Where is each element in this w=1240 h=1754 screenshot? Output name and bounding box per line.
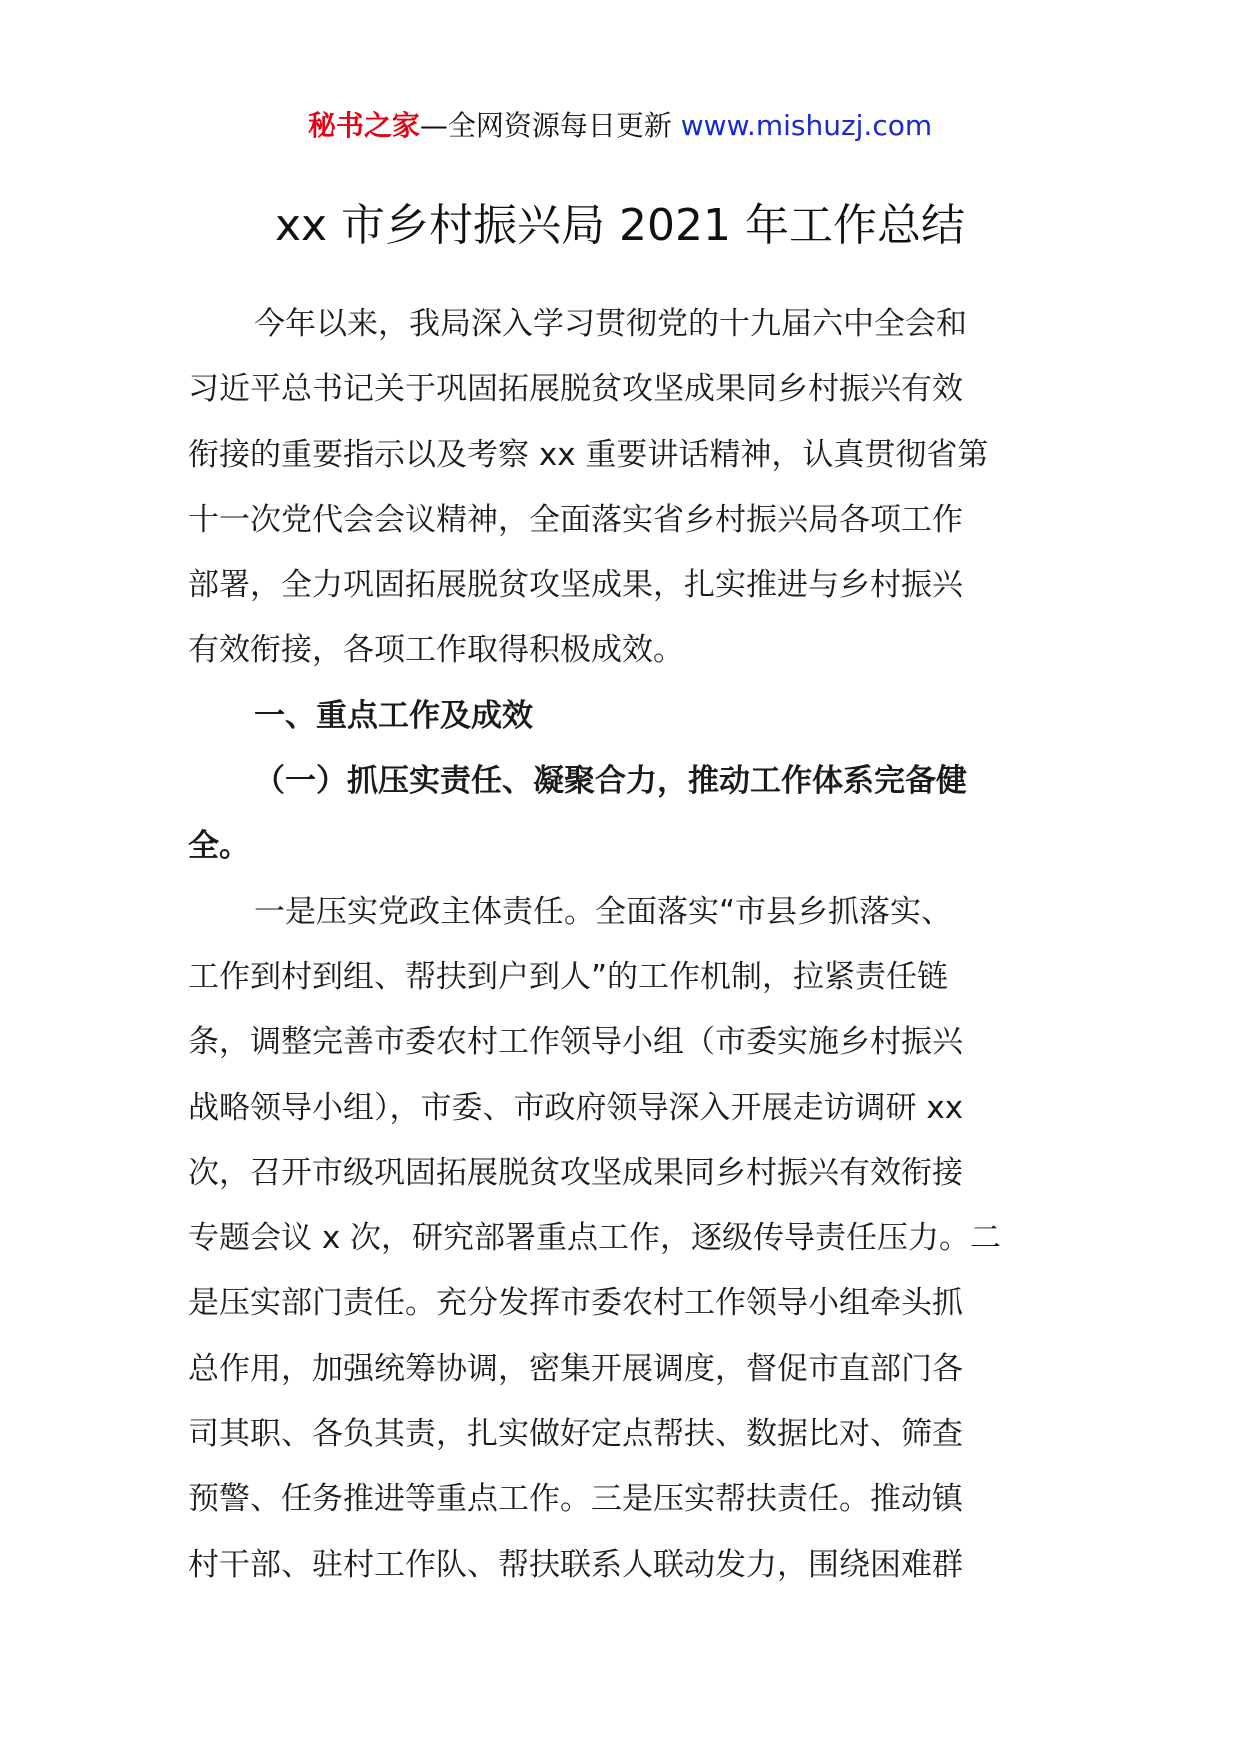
body-line: 条，调整完善市委农村工作领导小组（市委实施乡村振兴	[188, 1024, 963, 1061]
subsection-heading-continued: 全。	[188, 828, 250, 865]
body-line: 一是压实党政主体责任。全面落实“市县乡抓落实、	[254, 893, 953, 930]
body-line: 十一次党代会会议精神，全面落实省乡村振兴局各项工作	[188, 501, 963, 538]
header-tagline: —全网资源每日更新	[419, 109, 681, 142]
body-line: 有效衔接，各项工作取得积极成效。	[188, 632, 684, 669]
body-line: 预警、任务推进等重点工作。三是压实帮扶责任。推动镇	[188, 1481, 963, 1518]
body-line: 专题会议 x 次，研究部署重点工作，逐级传导责任压力。二	[188, 1220, 1002, 1257]
body-line: 工作到村到组、帮扶到户到人”的工作机制，拉紧责任链	[188, 958, 949, 995]
body-line: 战略领导小组），市委、市政府领导深入开展走访调研 xx	[188, 1089, 964, 1126]
body-line: 次，召开市级巩固拓展脱贫攻坚成果同乡村振兴有效衔接	[188, 1154, 963, 1191]
site-header	[0, 106, 1240, 146]
body-line: 习近平总书记关于巩固拓展脱贫攻坚成果同乡村振兴有效	[188, 371, 963, 408]
body-line: 部署，全力巩固拓展脱贫攻坚成果，扎实推进与乡村振兴	[188, 567, 963, 604]
body-line: 总作用，加强统筹协调，密集开展调度，督促市直部门各	[188, 1350, 963, 1387]
body-line: 村干部、驻村工作队、帮扶联系人联动发力，围绕困难群	[188, 1546, 963, 1583]
subsection-heading: （一）抓压实责任、凝聚合力，推动工作体系完备健	[254, 763, 967, 800]
document-body	[188, 292, 1054, 1598]
brand-name: 秘书之家	[307, 109, 420, 142]
body-line: 司其职、各负其责，扎实做好定点帮扶、数据比对、筛查	[188, 1416, 963, 1453]
site-url-link[interactable]: www.mishuzj.com	[680, 109, 933, 142]
body-line: 衔接的重要指示以及考察 xx 重要讲话精神，认真贯彻省第	[188, 436, 989, 473]
body-line: 今年以来，我局深入学习贯彻党的十九届六中全会和	[254, 306, 967, 342]
body-line: 是压实部门责任。充分发挥市委农村工作领导小组牵头抓	[188, 1285, 963, 1322]
section-heading: 一、重点工作及成效	[254, 697, 533, 734]
document-title: xx 市乡村振兴局 2021 年工作总结	[274, 200, 965, 251]
